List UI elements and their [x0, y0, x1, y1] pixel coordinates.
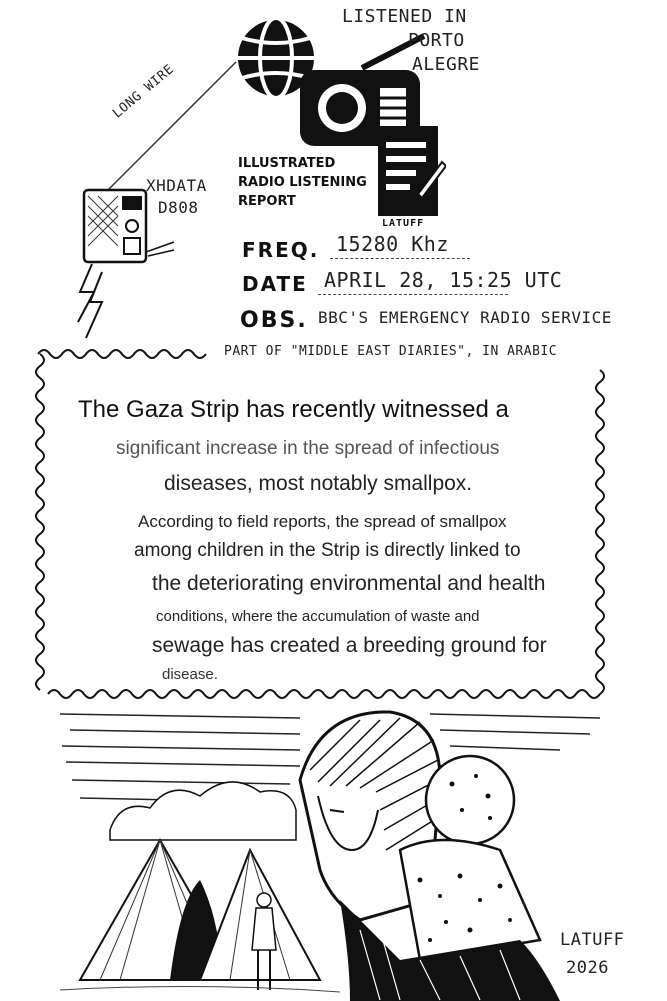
long-wire-label: LONG WIRE: [110, 61, 178, 122]
freq-label: FREQ.: [242, 238, 320, 262]
freq-underline: [330, 258, 470, 259]
body-line-7: conditions, where the accumulation of waste and: [156, 608, 480, 625]
report-title-3: REPORT: [238, 194, 296, 209]
body-line-6: the deteriorating environmental and health: [152, 572, 546, 595]
body-line-3: diseases, most notably smallpox.: [164, 472, 473, 495]
camp-illustration: [0, 700, 667, 1001]
body-line-8: sewage has created a breeding ground for: [152, 634, 547, 657]
report-signature: LATUFF: [382, 218, 425, 229]
place-line-2: ALEGRE: [412, 54, 481, 75]
obs-value-line-1: BBC'S EMERGENCY RADIO SERVICE: [318, 308, 612, 327]
body-line-4: According to field reports, the spread of smallpox: [138, 512, 507, 531]
place-line-1: PORTO: [408, 30, 465, 51]
freq-value: 15280 Khz: [336, 232, 449, 256]
artist-signature: LATUFF: [560, 930, 625, 950]
report-sheet-icon: [374, 122, 446, 220]
obs-label: OBS.: [240, 308, 308, 333]
date-label: DATE: [242, 272, 308, 296]
body-line-2: significant increase in the spread of infectious: [116, 438, 500, 459]
shortwave-receiver-icon: [78, 182, 178, 274]
body-line-9: disease.: [162, 666, 218, 683]
listened-label: LISTENED IN: [342, 6, 467, 27]
report-title-1: ILLUSTRATED: [238, 156, 336, 171]
artist-year: 2026: [566, 958, 609, 978]
obs-value-line-2: PART OF "MIDDLE EAST DIARIES", IN ARABIC: [224, 344, 558, 359]
receiver-model-2: D808: [158, 198, 199, 217]
body-line-1: The Gaza Strip has recently witnessed a: [78, 396, 509, 423]
receiver-model-1: XHDATA: [146, 176, 207, 195]
date-underline: [318, 294, 508, 295]
date-value: APRIL 28, 15:25 UTC: [324, 268, 563, 292]
body-line-5: among children in the Strip is directly linked to: [134, 540, 521, 561]
report-title-2: RADIO LISTENING: [238, 175, 367, 190]
